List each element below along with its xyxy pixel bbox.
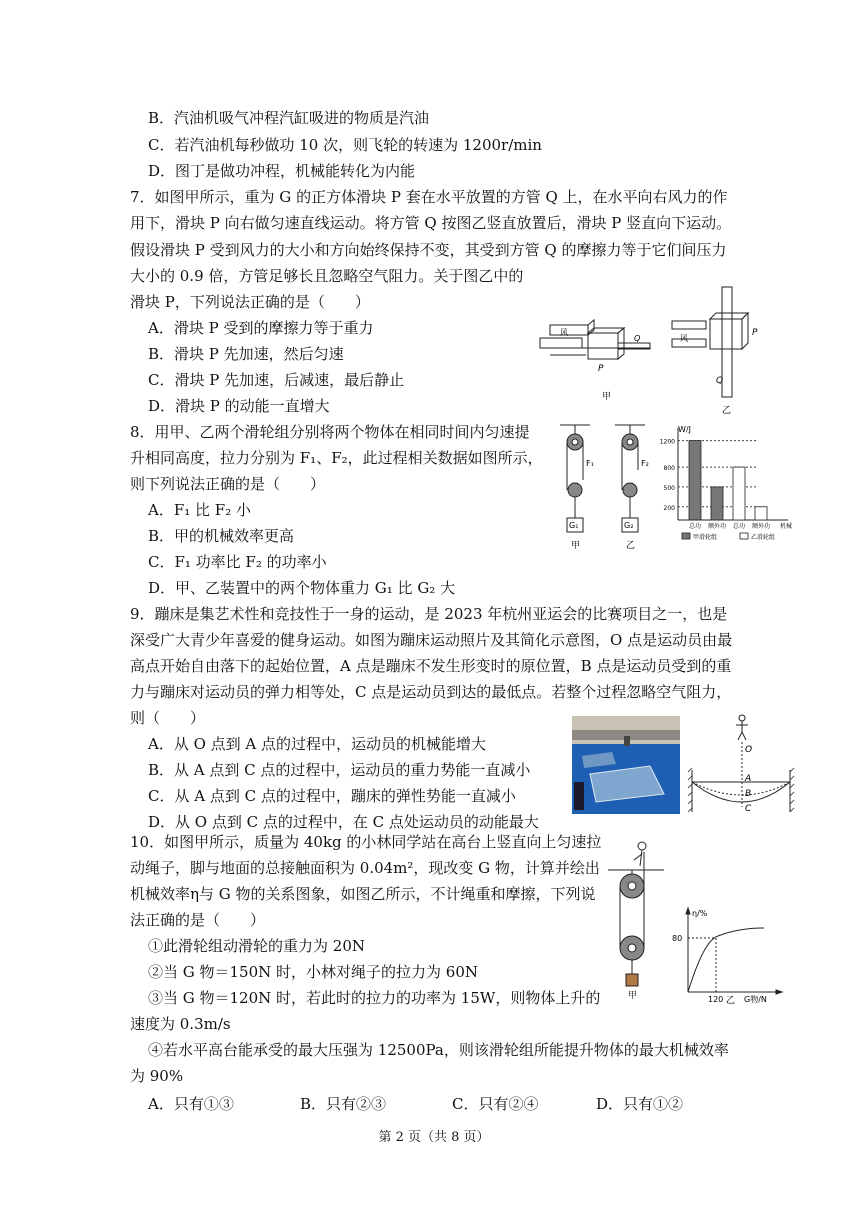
chart-y-tick-label: 1200 bbox=[659, 438, 675, 446]
q10-option-b: B．只有②③ bbox=[300, 1095, 387, 1113]
q10-option-d: D．只有①② bbox=[596, 1095, 684, 1113]
q9-option-c: C．从 A 点到 C 点的过程中，蹦床的弹性势能一直减小 bbox=[148, 787, 516, 805]
q10-stem-3: 机械效率η与 G 物的关系图象，如图乙所示，不计绳重和摩擦，下列说 bbox=[130, 885, 596, 903]
chart-legend-label: 乙滑轮组 bbox=[751, 534, 776, 541]
q10-efficiency-graph bbox=[668, 902, 788, 1008]
q10-x120-label: 120 bbox=[708, 995, 724, 1004]
q7-p-label-jia: P bbox=[598, 364, 604, 374]
q8-jia-label: 甲 bbox=[571, 541, 581, 551]
chart-legend-swatch bbox=[682, 533, 690, 539]
chart-x-tick-label: 额外功 bbox=[751, 523, 771, 530]
q8-stem-2: 升相同高度，拉力分别为 F₁、F₂，此过程相关数据如图所示， bbox=[130, 449, 543, 467]
q10-option-a: A．只有①③ bbox=[148, 1095, 234, 1113]
q7-option-a: A．滑块 P 受到的摩擦力等于重力 bbox=[148, 319, 374, 337]
q7-wind-label-2: 风 bbox=[680, 334, 688, 343]
q7-stem-2: 用下，滑块 P 向右做匀速直线运动。将方管 Q 按图乙竖直放置后，滑块 P 竖直向下运动。 bbox=[130, 214, 732, 232]
q6-option-d: D．图丁是做功冲程，机械能转化为内能 bbox=[148, 162, 416, 180]
q7-figure bbox=[530, 285, 760, 420]
q9-point-o: O bbox=[745, 745, 753, 755]
q6-option-b: B．汽油机吸气冲程汽缸吸进的物质是汽油 bbox=[148, 109, 430, 127]
q7-p-label-yi: P bbox=[752, 328, 758, 338]
q8-g1-label: G₁ bbox=[569, 521, 579, 530]
chart-legend-swatch bbox=[740, 533, 748, 539]
q9-stem-2: 深受广大青少年喜爱的健身运动。如图为蹦床运动照片及其简化示意图，O 点是运动员由最 bbox=[130, 631, 733, 649]
q8-stem-1: 8．用甲、乙两个滑轮组分别将两个物体在相同时间内匀速提 bbox=[130, 423, 530, 441]
q9-stem-1: 9．蹦床是集艺术性和竞技性于一身的运动，是 2023 年杭州亚运会的比赛项目之一，也是 bbox=[130, 605, 728, 623]
page-footer: 第 2 页（共 8 页） bbox=[378, 1130, 490, 1145]
q7-stem-4: 大小的 0.9 倍，方管足够长且忽略空气阻力。关于图乙中的 bbox=[130, 267, 524, 285]
q10-statement-4b: 为 90% bbox=[130, 1067, 184, 1085]
q9-option-b: B．从 A 点到 C 点的过程中，运动员的重力势能一直减小 bbox=[148, 761, 531, 779]
chart-bar bbox=[711, 487, 723, 520]
q9-option-a: A．从 O 点到 A 点的过程中，运动员的机械能增大 bbox=[148, 735, 487, 753]
q10-statement-4: ④若水平高台能承受的最大压强为 12500Pa，则该滑轮组所能提升物体的最大机械效率 bbox=[148, 1041, 729, 1059]
q7-stem-3: 假设滑块 P 受到风力的大小和方向始终保持不变，其受到方管 Q 的摩擦力等于它们间压力 bbox=[130, 241, 727, 259]
q6-option-c: C．若汽油机每秒做功 10 次，则飞轮的转速为 1200r/min bbox=[148, 136, 542, 154]
q10-y80-label: 80 bbox=[672, 934, 683, 943]
q9-stem-5: 则（ ） bbox=[130, 709, 206, 727]
q7-stem-5: 滑块 P，下列说法正确的是（ ） bbox=[130, 293, 370, 311]
q7-option-c: C．滑块 P 先加速，后减速，最后静止 bbox=[148, 371, 405, 389]
q8-work-bar-chart bbox=[652, 422, 802, 550]
q9-option-d: D．从 O 点到 C 点的过程中，在 C 点处运动员的动能最大 bbox=[148, 813, 539, 831]
chart-x-tick-label: 总功 bbox=[732, 523, 746, 530]
chart-bar bbox=[733, 467, 745, 520]
q9-trampoline-photo bbox=[572, 716, 680, 814]
chart-x-tick-label: 额外功 bbox=[707, 523, 727, 530]
q8-option-c: C．F₁ 功率比 F₂ 的功率小 bbox=[148, 553, 327, 571]
q8-f1-label: F₁ bbox=[586, 459, 594, 468]
q9-point-b: B bbox=[745, 789, 752, 799]
q9-point-c: C bbox=[745, 804, 752, 814]
chart-legend-label: 甲滑轮组 bbox=[693, 534, 718, 541]
q7-q-label-jia: Q bbox=[634, 334, 641, 343]
q10-eta-label: η/% bbox=[692, 909, 708, 918]
q10-pulley-figure bbox=[606, 832, 666, 1000]
q8-option-a: A．F₁ 比 F₂ 小 bbox=[148, 501, 251, 519]
q8-yi-label: 乙 bbox=[626, 541, 636, 551]
q8-option-d: D．甲、乙装置中的两个物体重力 G₁ 比 G₂ 大 bbox=[148, 579, 456, 597]
q7-jia-label: 甲 bbox=[602, 392, 612, 402]
q10-stem-1: 10．如图甲所示，质量为 40kg 的小林同学站在高台上竖直向上匀速拉 bbox=[130, 833, 602, 851]
q7-stem-1: 7．如图甲所示，重为 G 的正方体滑块 P 套在水平放置的方管 Q 上，在水平向右风力的作 bbox=[130, 188, 728, 206]
q9-stem-3: 高点开始自由落下的起始位置，A 点是蹦床不发生形变时的原位置，B 点是运动员受到的重 bbox=[130, 657, 732, 675]
q10-stem-4: 法正确的是（ ） bbox=[130, 911, 266, 929]
q8-pulley-figure bbox=[555, 420, 655, 555]
q7-yi-label: 乙 bbox=[722, 406, 732, 416]
chart-x-tick-label: 总功 bbox=[688, 523, 702, 530]
q9-point-a: A bbox=[745, 774, 752, 784]
q8-g2-label: G₂ bbox=[624, 521, 634, 530]
chart-bar bbox=[755, 507, 767, 520]
q8-stem-3: 则下列说法正确的是（ ） bbox=[130, 475, 326, 493]
q7-q-label-yi: Q bbox=[716, 376, 724, 386]
q7-option-d: D．滑块 P 的动能一直增大 bbox=[148, 397, 330, 415]
q10-statement-3b: 速度为 0.3m/s bbox=[130, 1015, 231, 1033]
q7-option-b: B．滑块 P 先加速，然后匀速 bbox=[148, 345, 344, 363]
q9-stem-4: 力与蹦床对运动员的弹力相等处，C 点是运动员到达的最低点。若整个过程忽略空气阻力， bbox=[130, 683, 732, 701]
chart-y-tick-label: 800 bbox=[663, 465, 675, 473]
q10-statement-1: ①此滑轮组动滑轮的重力为 20N bbox=[148, 937, 365, 955]
q10-yi-label: 乙 bbox=[726, 996, 736, 1006]
q10-x-axis-label: G物/N bbox=[744, 995, 767, 1004]
q8-option-b: B．甲的机械效率更高 bbox=[148, 527, 295, 545]
chart-x-end-label: 机械 bbox=[780, 523, 793, 530]
chart-y-tick-label: 200 bbox=[663, 504, 675, 512]
q10-option-c: C．只有②④ bbox=[452, 1095, 539, 1113]
q9-trampoline-diagram bbox=[686, 712, 796, 820]
q10-stem-2: 动绳子，脚与地面的总接触面积为 0.04m²，现改变 G 物，计算并绘出 bbox=[130, 859, 600, 877]
chart-y-tick-label: 500 bbox=[663, 484, 675, 492]
q10-statement-3: ③当 G 物＝120N 时，若此时的拉力的功率为 15W，则物体上升的 bbox=[148, 989, 601, 1007]
q8-f2-label: F₂ bbox=[641, 459, 649, 468]
chart-bar bbox=[689, 441, 701, 520]
chart-ylabel: W/J bbox=[678, 425, 691, 434]
q10-statement-2: ②当 G 物＝150N 时，小林对绳子的拉力为 60N bbox=[148, 963, 479, 981]
q10-jia-label: 甲 bbox=[628, 991, 638, 1000]
q7-wind-label-1: 风 bbox=[560, 328, 568, 337]
